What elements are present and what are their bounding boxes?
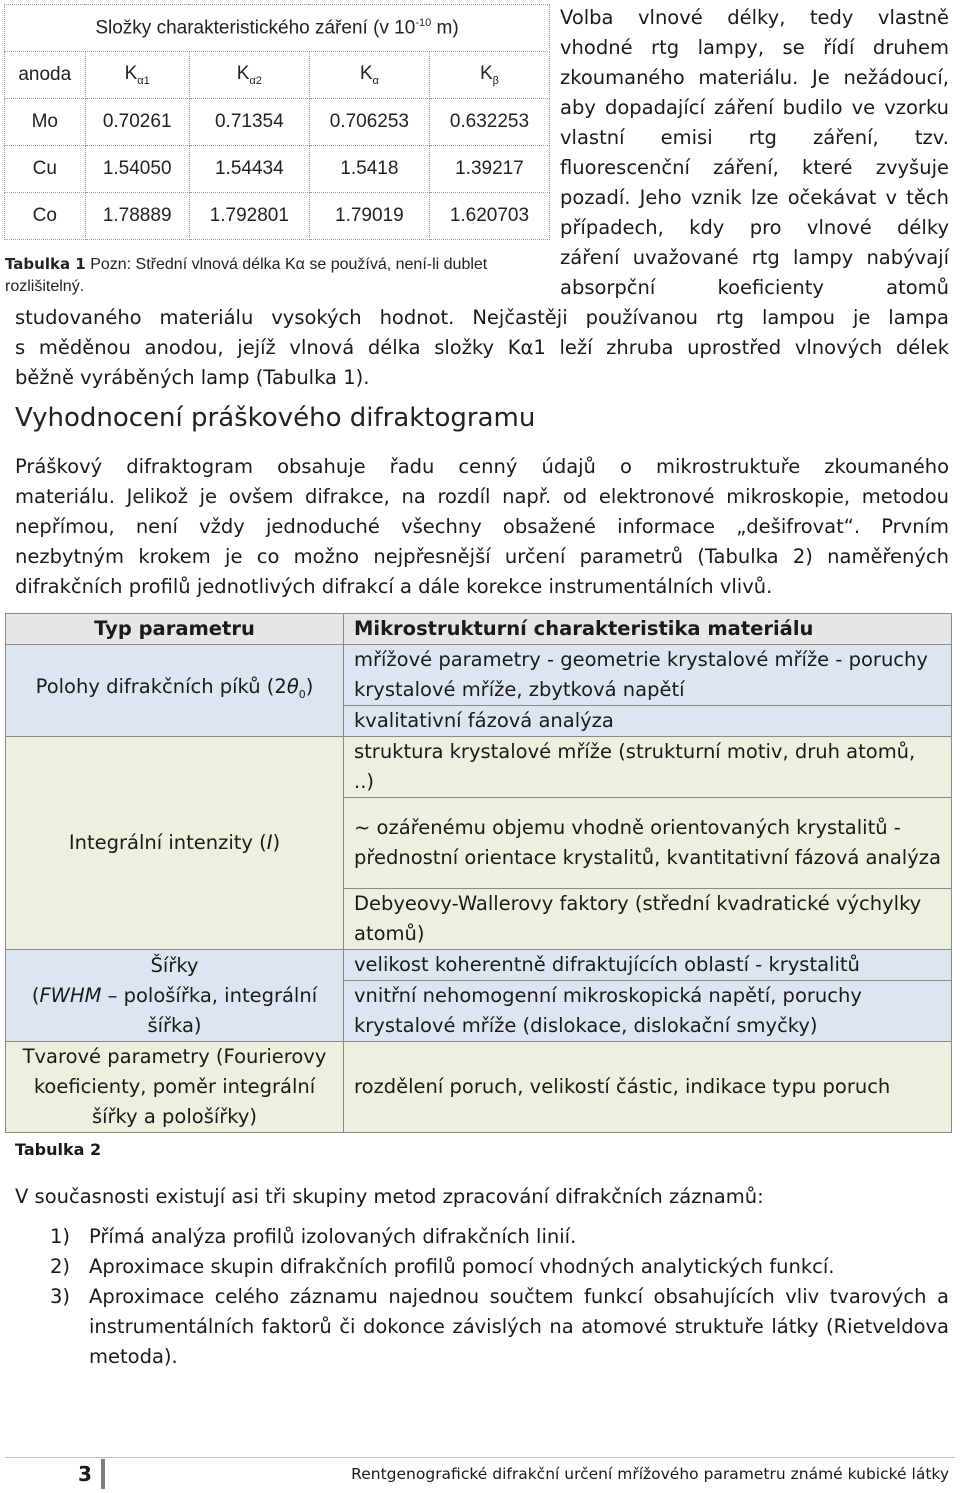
page-number: 3 xyxy=(78,1462,92,1486)
header-k-beta: $K_\beta$ xyxy=(429,52,549,99)
table-row: Debyeovy-Wallerovy faktory (střední kvadratické výchylky atomů) xyxy=(6,889,952,950)
table-row: Šířky (FWHM – pološířka, integrální šířka) velikost koherentně difraktujících oblastí - krystalitů xyxy=(6,950,952,981)
param-peak-positions: Polohy difrakčních píků $(2\theta_0)$ xyxy=(6,645,344,737)
section-heading: Vyhodnocení práškového difraktogramu xyxy=(15,403,536,433)
param-shape: Tvarové parametry (Fourierovy koeficienty, poměr integrální šířky a pološířky) xyxy=(6,1042,344,1133)
footer-divider xyxy=(5,1457,955,1458)
table-row: Tvarové parametry (Fourierovy koeficienty, poměr integrální šířky a pološířky) rozdělení poruch, velikostí částic, indikace typu poruch xyxy=(6,1042,952,1133)
list-item: 1) Přímá analýza profilů izolovaných difrakčních linií. xyxy=(50,1225,577,1248)
footer-bar xyxy=(101,1459,105,1489)
header-anode: anoda xyxy=(5,52,86,99)
wavelength-table-caption: Složky charakteristického záření (v $10^{-10}$ m) xyxy=(5,5,550,52)
methods-intro: V současnosti existují asi tři skupiny metod zpracování difrakčních záznamů: xyxy=(15,1185,764,1208)
table-row: Co 1.78889 1.792801 1.79019 1.620703 xyxy=(5,193,550,240)
table-row: Cu 1.54050 1.54434 1.5418 1.39217 xyxy=(5,146,550,193)
table-header-row xyxy=(5,52,550,99)
table-row: vnitřní nehomogenní mikroskopická napětí, poruchy krystalové mříže (dislokace, dislokační smyčky) xyxy=(6,981,952,1042)
wavelength-selection-paragraph-continued: studovaného materiálu vysokých hodnot. Nejčastěji používanou rtg lampou je lampa s měděnou anodou, jejíž vlnová délka složky Kα1 leží zhruba uprostřed vlnových délek běžně vyráběných lamp (Tabulka 1). xyxy=(15,306,949,389)
table-row: Polohy difrakčních píků $(2\theta_0)$ mřížové parametry - geometrie krystalové mříže - poruchy krystalové mříže, zbytková napětí xyxy=(6,645,952,706)
table-row: ~ ozářenému objemu vhodně orientovaných krystalitů - přednostní orientace krystalitů, kvantitativní fázová analýza xyxy=(6,798,952,889)
methods-list xyxy=(50,1222,949,1372)
header-k-alpha2: $K_{\alpha 2}$ xyxy=(189,52,309,99)
table-row: Mo 0.70261 0.71354 0.706253 0.632253 xyxy=(5,99,550,146)
parameter-table xyxy=(5,613,952,1133)
footer-title: Rentgenografické difrakční určení mřížového parametru známé kubické látky xyxy=(351,1465,949,1483)
wavelength-table xyxy=(4,4,550,240)
diffractogram-paragraph: Práškový difraktogram obsahuje řadu cenný údajů o mikrostruktuře zkoumaného materiálu. Jelikož je ovšem difrakce, na rozdíl např. od elektronové mikroskopie, metodou nepřímou, není vždy jednoduché všechny obsažené informace „dešifrovat“. Prvním nezbytným krokem je co možno nejpřesnější určení parametrů (Tabulka 2) naměřených difrakčních profilů jednotlivých difrakcí a dále korekce instrumentálních vlivů. xyxy=(15,455,949,598)
table2-label: Tabulka 2 xyxy=(15,1140,102,1159)
list-item: 3) Aproximace celého záznamu najednou součtem funkcí obsahujících vliv tvarových a instrumentálních faktorů či dokonce závislých na atomové struktuře látky (Rietveldova metoda). xyxy=(50,1285,949,1368)
list-item: 2) Aproximace skupin difrakčních profilů pomocí vhodných analytických funkcí. xyxy=(50,1255,835,1278)
param-widths: Šířky (FWHM – pološířka, integrální šířka) xyxy=(6,950,344,1042)
param-integral-intensities: Integrální intenzity (I) xyxy=(6,737,344,950)
wavelength-selection-paragraph: Volba vlnové délky, tedy vlastně vhodné rtg lampy, se řídí druhem zkoumaného materiálu. Je nežádoucí, aby dopadající záření budilo ve vzorku vlastní emisi rtg záření, tzv. fluorescenční záření, které zvyšuje pozadí. Jeho vznik lze očekávat v těch případech, kdy pro vlnové délky záření uvažované rtg lampy nabývají absorpční koeficienty atomů xyxy=(560,6,949,299)
table-row: kvalitativní fázová analýza xyxy=(6,706,952,737)
header-k-alpha: $K_\alpha$ xyxy=(309,52,429,99)
table-header-row: Typ parametru Mikrostrukturní charakteristika materiálu xyxy=(6,614,952,645)
header-k-alpha1: $K_{\alpha 1}$ xyxy=(85,52,189,99)
table-row: Integrální intenzity (I) struktura krystalové mříže (strukturní motiv, druh atomů, ..) xyxy=(6,737,952,798)
table1-note: Tabulka 1 Pozn: Střední vlnová délka Kα se používá, není-li dublet rozlišitelný. xyxy=(5,255,488,295)
